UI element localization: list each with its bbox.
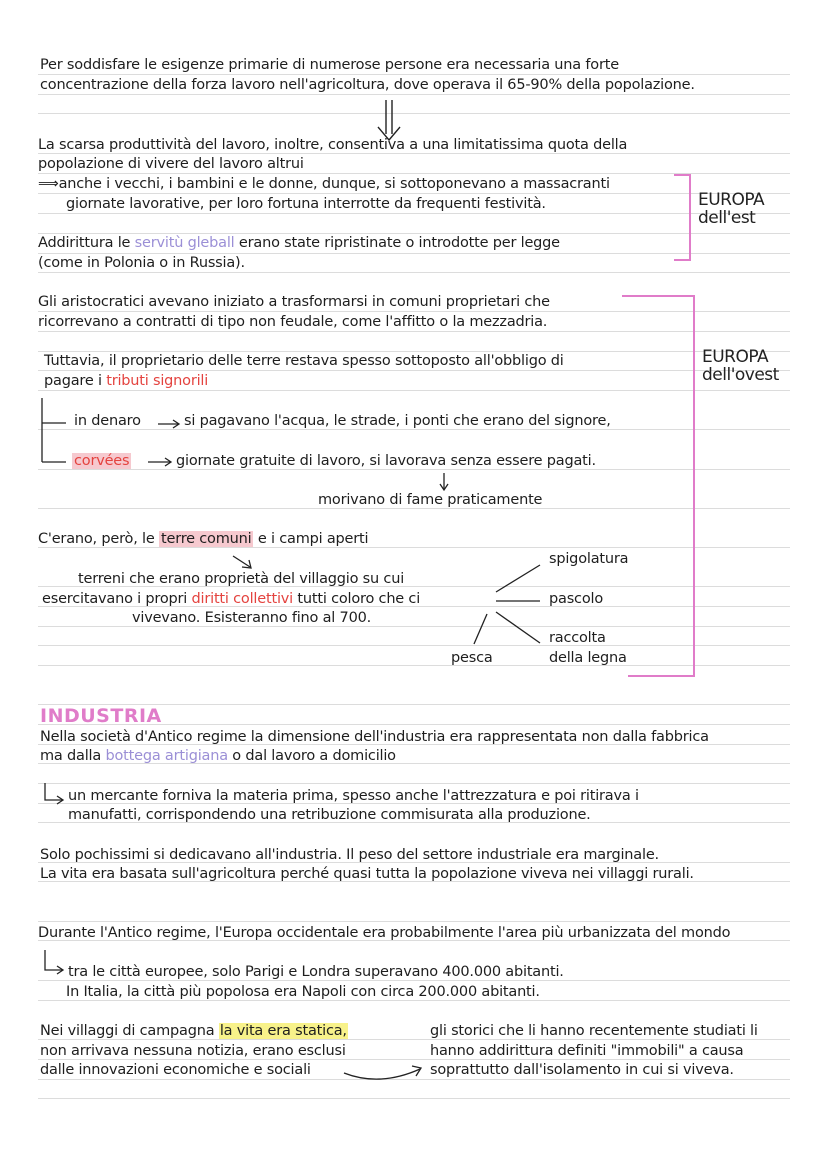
villages-right-3: soprattutto dall'isolamento in cui si viveva. bbox=[430, 1062, 734, 1078]
villages-right-2: hanno addirittura definiti "immobili" a causa bbox=[430, 1043, 744, 1059]
villages-left-1: Nei villaggi di campagna la vita era statica, bbox=[40, 1023, 347, 1039]
pascolo-label: pascolo bbox=[549, 591, 603, 607]
industria-line-5: Solo pochissimi si dedicavano all'industria. Il peso del settore industriale era marginale. bbox=[40, 847, 659, 863]
urban-line-1: Durante l'Antico regime, l'Europa occidentale era probabilmente l'area più urbanizzata del mondo bbox=[38, 925, 731, 941]
europa-est-label: EUROPA dell'est bbox=[698, 190, 765, 228]
industria-line-2: ma dalla bottega artigiana o dal lavoro a domicilio bbox=[40, 748, 396, 764]
intro-line-1: Per soddisfare le esigenze primarie di numerose persone era necessaria una forte bbox=[40, 57, 619, 73]
implies-arrow-icon: ⟹ bbox=[38, 176, 59, 192]
productivity-line-2: popolazione di vivere del lavoro altrui bbox=[38, 156, 304, 172]
servitu-line-1: Addirittura le servitù gleball erano state ripristinate o introdotte per legge bbox=[38, 235, 560, 251]
europa-ovest-bracket bbox=[622, 296, 694, 676]
in-denaro-label: in denaro bbox=[74, 413, 141, 429]
corvees-text: giornate gratuite di lavoro, si lavorava senza essere pagati. bbox=[176, 453, 596, 469]
industria-line-6: La vita era basata sull'agricoltura perché quasi tutta la popolazione viveva nei villaggi rurali. bbox=[40, 866, 694, 882]
spigolatura-label: spigolatura bbox=[549, 551, 629, 567]
diritti-branches bbox=[474, 565, 540, 644]
terreni-line-2: esercitavano i propri diritti collettivi tutti coloro che ci bbox=[42, 591, 421, 607]
raccolta-label: raccolta bbox=[549, 630, 606, 646]
right-arrow-icon bbox=[148, 458, 171, 466]
right-arrow-icon bbox=[158, 420, 179, 428]
villages-left-2: non arrivava nessuna notizia, erano esclusi bbox=[40, 1043, 346, 1059]
vita-statica-highlight: la vita era statica, bbox=[219, 1023, 347, 1039]
terreni-line-1: terreni che erano proprietà del villaggio su cui bbox=[78, 571, 405, 587]
double-down-arrow-icon bbox=[378, 100, 400, 140]
aristocratici-line-1: Gli aristocratici avevano iniziato a trasformarsi in comuni proprietari che bbox=[38, 294, 550, 310]
industria-line-1: Nella società d'Antico regime la dimensione dell'industria era rappresentata non dalla fabbrica bbox=[40, 729, 709, 745]
productivity-line-4: giornate lavorative, per loro fortuna interrotte da frequenti festività. bbox=[66, 196, 546, 212]
elbow-arrow-icon bbox=[45, 950, 63, 974]
industria-line-3: un mercante forniva la materia prima, spesso anche l'attrezzatura e poi ritirava i bbox=[68, 788, 639, 804]
villages-left-3: dalle innovazioni economiche e sociali bbox=[40, 1062, 311, 1078]
tributi-highlight: tributi signorili bbox=[106, 373, 209, 389]
terre-comuni-highlight: terre comuni bbox=[160, 531, 252, 547]
tuttavia-line-1: Tuttavia, il proprietario delle terre restava spesso sottoposto all'obbligo di bbox=[44, 353, 564, 369]
terre-comuni-line: C'erano, però, le terre comuni e i campi aperti bbox=[38, 531, 369, 547]
intro-line-2: concentrazione della forza lavoro nell'agricoltura, dove operava il 65-90% della popolazione. bbox=[40, 77, 695, 93]
productivity-line-1: La scarsa produttività del lavoro, inoltre, consentiva a una limitatissima quota della bbox=[38, 137, 628, 153]
curved-arrow-icon bbox=[344, 1066, 421, 1079]
servitu-highlight: servitù gleball bbox=[134, 235, 235, 251]
servitu-line-2: (come in Polonia o in Russia). bbox=[38, 255, 245, 271]
corvees-label: corvées bbox=[74, 453, 130, 469]
tributi-tree-lines bbox=[42, 398, 66, 462]
pesca-label: pesca bbox=[451, 650, 493, 666]
europa-ovest-label: EUROPA dell'ovest bbox=[702, 347, 779, 385]
morivano-text: morivano di fame praticamente bbox=[318, 492, 543, 508]
down-arrow-icon bbox=[440, 473, 448, 490]
bottega-highlight: bottega artigiana bbox=[105, 748, 228, 764]
elbow-arrow-icon bbox=[45, 783, 63, 804]
industria-line-4: manufatti, corrispondendo una retribuzione commisurata alla produzione. bbox=[68, 807, 591, 823]
productivity-line-3: ⟹anche i vecchi, i bambini e le donne, dunque, si sottoponevano a massacranti bbox=[38, 176, 610, 192]
in-denaro-text: si pagavano l'acqua, le strade, i ponti che erano del signore, bbox=[184, 413, 611, 429]
urban-line-3: In Italia, la città più popolosa era Napoli con circa 200.000 abitanti. bbox=[66, 984, 540, 1000]
industria-heading: INDUSTRIA bbox=[40, 705, 162, 727]
europa-est-bracket bbox=[674, 175, 690, 260]
aristocratici-line-2: ricorrevano a contratti di tipo non feudale, come l'affitto o la mezzadria. bbox=[38, 314, 548, 330]
urban-line-2: tra le città europee, solo Parigi e Londra superavano 400.000 abitanti. bbox=[68, 964, 564, 980]
terreni-line-3: vivevano. Esisteranno fino al 700. bbox=[132, 610, 372, 626]
villages-right-1: gli storici che li hanno recentemente studiati li bbox=[430, 1023, 758, 1039]
diritti-highlight: diritti collettivi bbox=[191, 591, 293, 607]
down-right-arrow-icon bbox=[233, 556, 251, 568]
tuttavia-line-2: pagare i tributi signorili bbox=[44, 373, 209, 389]
legna-label: della legna bbox=[549, 650, 627, 666]
